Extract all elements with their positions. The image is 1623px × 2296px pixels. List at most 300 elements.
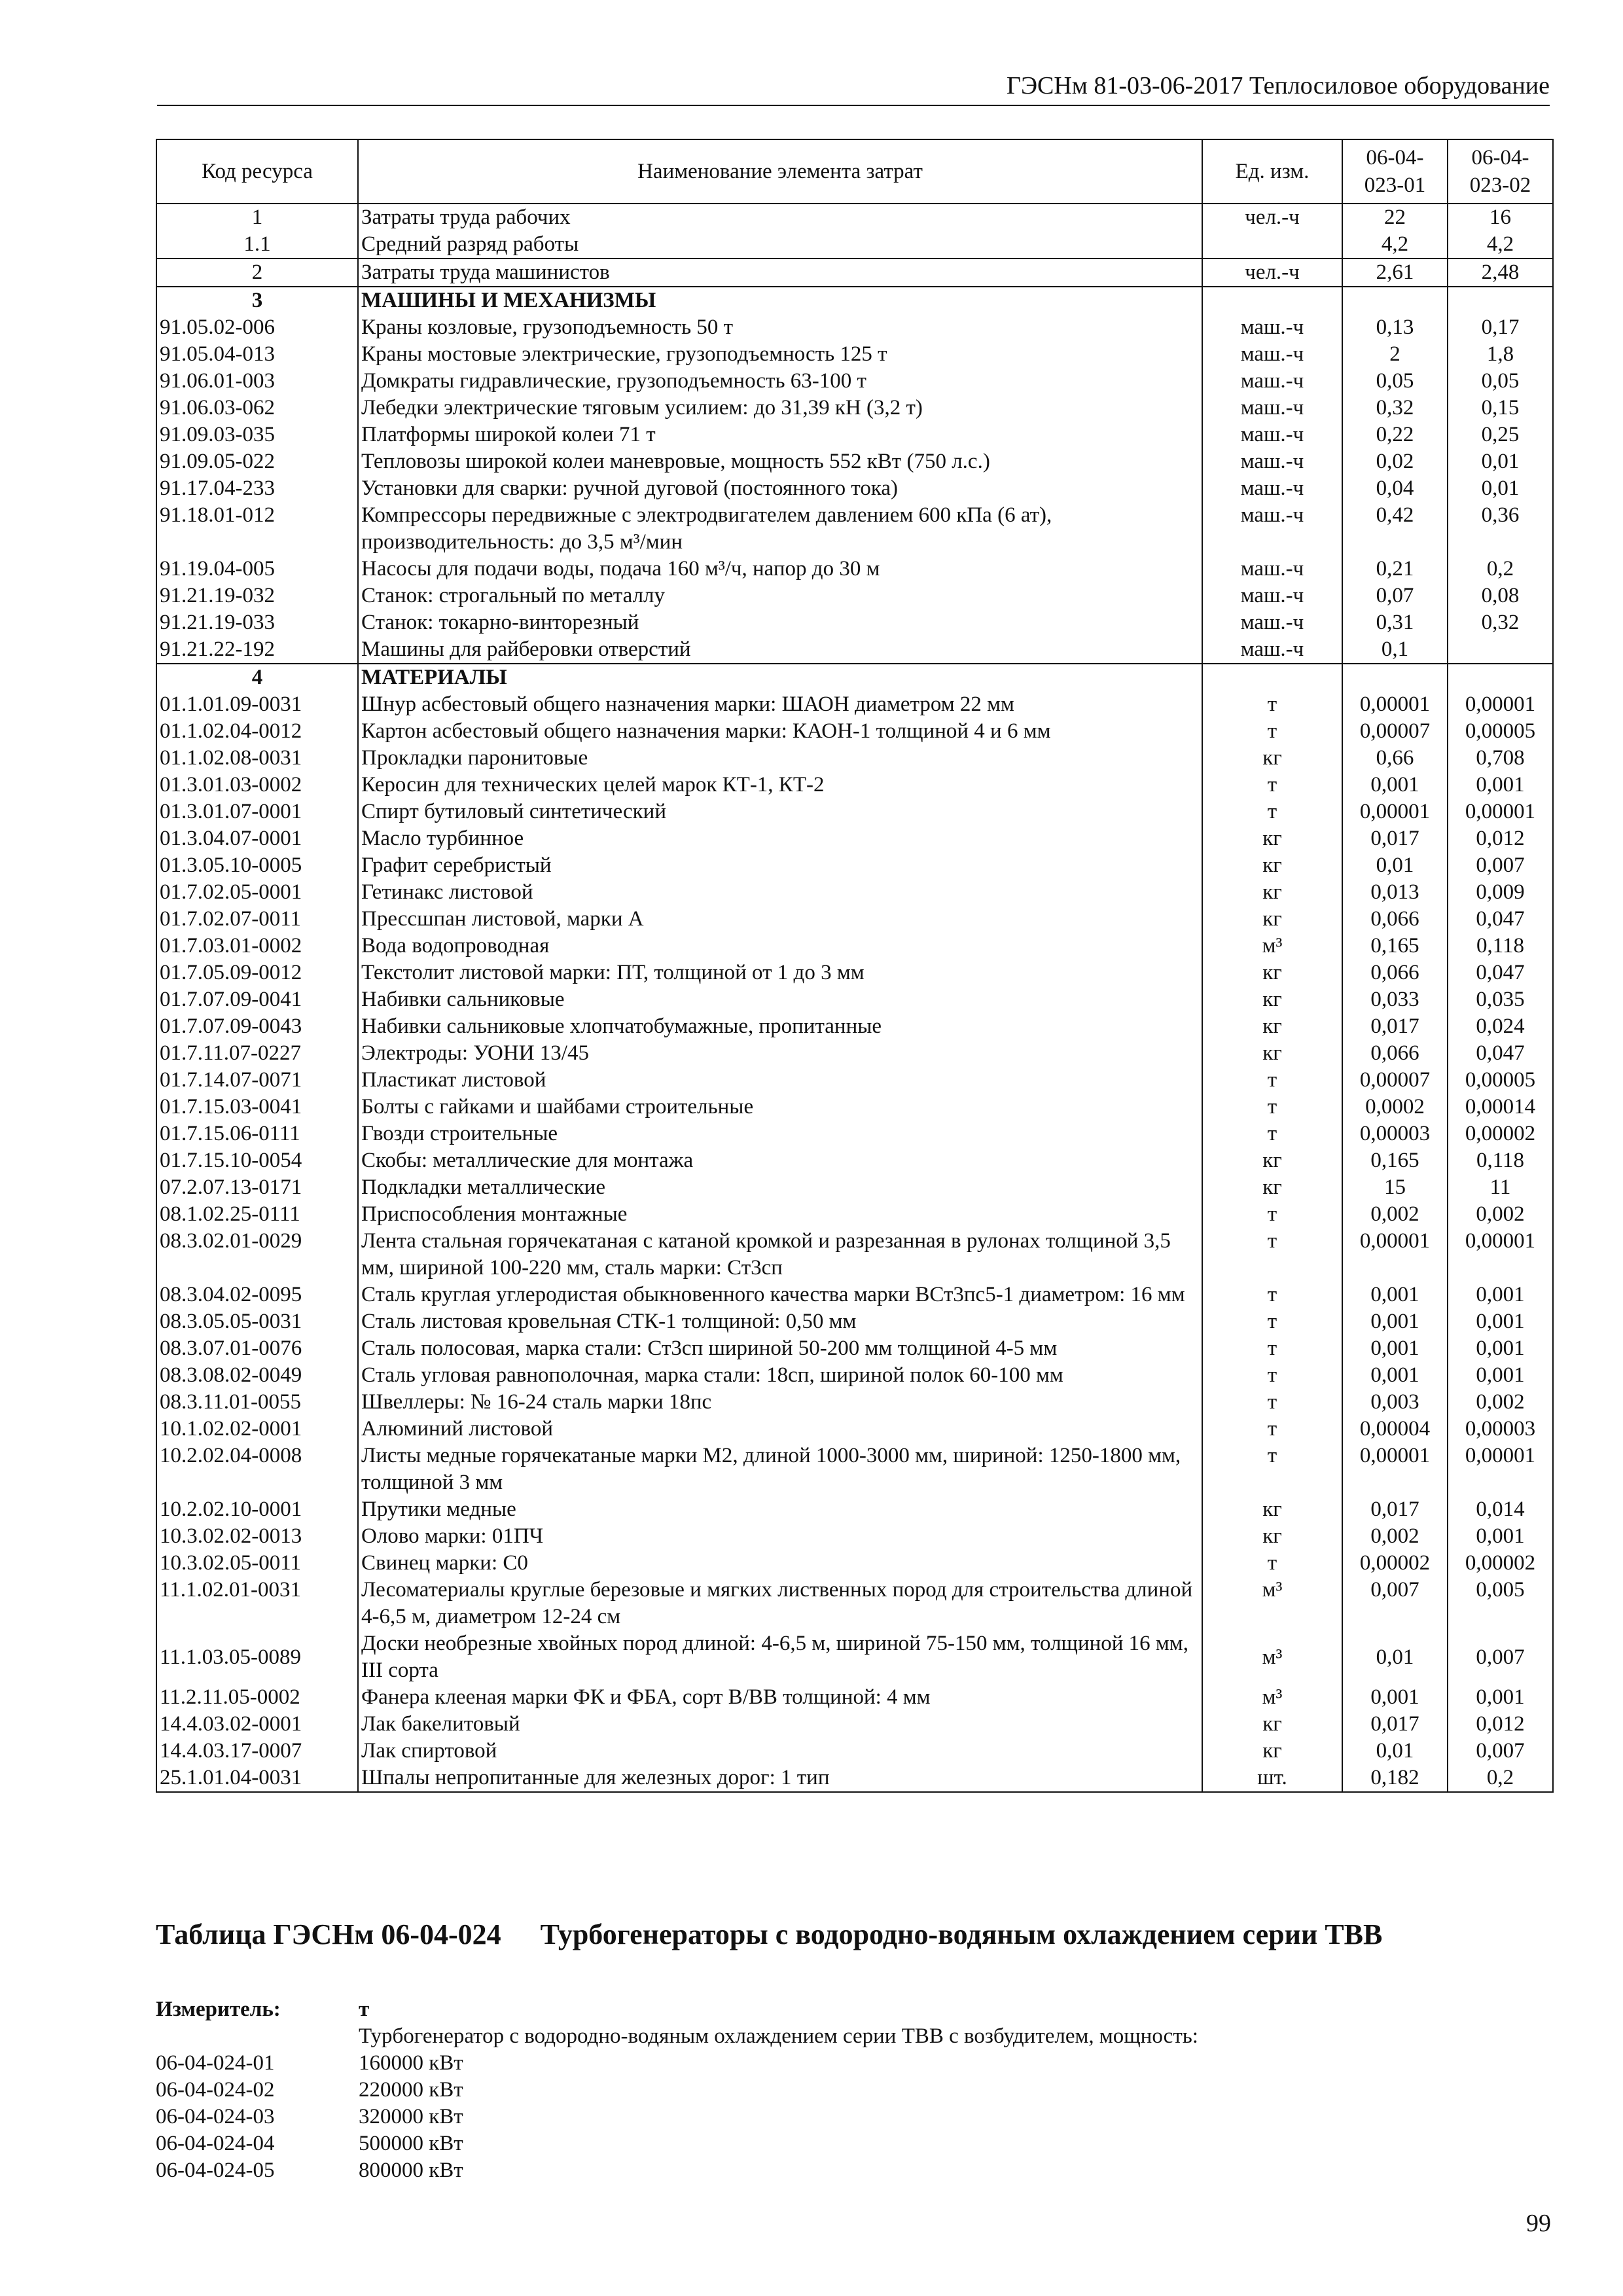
- table-row: [156, 1013, 1553, 1040]
- row-code: 07.2.07.13-0171: [156, 1174, 358, 1201]
- measure-item: [156, 2104, 1556, 2130]
- row-value-2: 0,007: [1448, 1630, 1553, 1684]
- row-value-1: 0,001: [1342, 1308, 1448, 1335]
- row-value-2: 0,001: [1448, 1308, 1553, 1335]
- row-unit: кг: [1202, 1040, 1342, 1067]
- measure-item-code: 06-04-024-01: [156, 2051, 275, 2075]
- row-code: 14.4.03.02-0001: [156, 1711, 358, 1738]
- table-row: [156, 960, 1553, 986]
- row-value-2: 0,08: [1448, 583, 1553, 609]
- row-code: 25.1.01.04-0031: [156, 1765, 358, 1792]
- row-code: 10.2.02.04-0008: [156, 1443, 358, 1496]
- row-value-2: 0,001: [1448, 1335, 1553, 1362]
- row-name: Сталь листовая кровельная СТК-1 толщиной: 0,50 мм: [358, 1308, 1202, 1335]
- row-unit: кг: [1202, 960, 1342, 986]
- row-name: Шпалы непропитанные для железных дорог: 1 тип: [358, 1765, 1202, 1792]
- row-value-2: 0,05: [1448, 368, 1553, 395]
- row-code: 01.7.15.03-0041: [156, 1094, 358, 1121]
- row-value-1: 0,01: [1342, 1738, 1448, 1765]
- row-code: 01.1.02.04-0012: [156, 718, 358, 745]
- row-name: Швеллеры: № 16-24 сталь марки 18пс: [358, 1389, 1202, 1416]
- row-code: 08.3.07.01-0076: [156, 1335, 358, 1362]
- row-unit: маш.-ч: [1202, 502, 1342, 556]
- row-unit: кг: [1202, 1523, 1342, 1550]
- row-name: Краны мостовые электрические, грузоподъемность 125 т: [358, 341, 1202, 368]
- row-value-1: 0,00001: [1342, 1443, 1448, 1496]
- row-name: Керосин для технических целей марок КТ-1, КТ-2: [358, 772, 1202, 798]
- table-row: [156, 798, 1553, 825]
- measure-item: [156, 2050, 1556, 2077]
- row-name: Картон асбестовый общего назначения марки: КАОН-1 толщиной 4 и 6 мм: [358, 718, 1202, 745]
- table-row: [156, 636, 1553, 664]
- row-unit: маш.-ч: [1202, 475, 1342, 502]
- row-value-1: 0,001: [1342, 772, 1448, 798]
- row-value-2: 11: [1448, 1174, 1553, 1201]
- table-row: [156, 718, 1553, 745]
- row-name: Алюминий листовой: [358, 1416, 1202, 1443]
- row-unit: маш.-ч: [1202, 609, 1342, 636]
- table-row: [156, 1389, 1553, 1416]
- row-unit: шт.: [1202, 1765, 1342, 1792]
- row-value-2: 4,2: [1448, 231, 1553, 259]
- row-name: МАТЕРИАЛЫ: [358, 664, 1202, 691]
- row-unit: [1202, 287, 1342, 314]
- row-value-1: 0,017: [1342, 1013, 1448, 1040]
- row-value-2: 0,25: [1448, 422, 1553, 448]
- table-row: [156, 825, 1553, 852]
- row-name: Масло турбинное: [358, 825, 1202, 852]
- next-table-title: [156, 1918, 1382, 1951]
- header-code: Код ресурса: [156, 139, 358, 204]
- row-value-2: 0,014: [1448, 1496, 1553, 1523]
- row-value-1: 0,00007: [1342, 718, 1448, 745]
- row-code: 91.19.04-005: [156, 556, 358, 583]
- row-code: 91.17.04-233: [156, 475, 358, 502]
- row-unit: чел.-ч: [1202, 204, 1342, 231]
- row-name: Набивки сальниковые хлопчатобумажные, пропитанные: [358, 1013, 1202, 1040]
- row-unit: кг: [1202, 906, 1342, 933]
- row-code: 11.2.11.05-0002: [156, 1684, 358, 1711]
- row-code: 91.21.19-032: [156, 583, 358, 609]
- row-value-2: 0,001: [1448, 1684, 1553, 1711]
- resource-table: [156, 139, 1554, 1793]
- row-name: Скобы: металлические для монтажа: [358, 1147, 1202, 1174]
- header-name: Наименование элемента затрат: [358, 139, 1202, 204]
- row-unit: т: [1202, 772, 1342, 798]
- row-code: 08.3.08.02-0049: [156, 1362, 358, 1389]
- row-value-1: 0,05: [1342, 368, 1448, 395]
- row-unit: маш.-ч: [1202, 314, 1342, 341]
- row-value-2: 0,118: [1448, 933, 1553, 960]
- row-name: Прессшпан листовой, марки А: [358, 906, 1202, 933]
- row-value-1: 0,21: [1342, 556, 1448, 583]
- table-row: [156, 1684, 1553, 1711]
- row-code: 01.7.11.07-0227: [156, 1040, 358, 1067]
- row-code: 91.05.04-013: [156, 341, 358, 368]
- row-name: Доски необрезные хвойных пород длиной: 4-6,5 м, шириной 75-150 мм, толщиной 16 мм, III сорта: [358, 1630, 1202, 1684]
- row-name: Фанера клееная марки ФК и ФБА, сорт В/ВВ толщиной: 4 мм: [358, 1684, 1202, 1711]
- row-unit: чел.-ч: [1202, 259, 1342, 287]
- row-value-2: 0,002: [1448, 1389, 1553, 1416]
- row-name: Электроды: УОНИ 13/45: [358, 1040, 1202, 1067]
- table-row: [156, 204, 1553, 231]
- measure-item-code: 06-04-024-03: [156, 2105, 275, 2128]
- row-name: Лак спиртовой: [358, 1738, 1202, 1765]
- row-code: 10.1.02.02-0001: [156, 1416, 358, 1443]
- table-row: [156, 1765, 1553, 1792]
- row-value-1: 0,00001: [1342, 691, 1448, 718]
- row-unit: м³: [1202, 1577, 1342, 1630]
- row-unit: маш.-ч: [1202, 341, 1342, 368]
- row-name: МАШИНЫ И МЕХАНИЗМЫ: [358, 287, 1202, 314]
- row-code: 01.7.14.07-0071: [156, 1067, 358, 1094]
- row-value-2: 0,708: [1448, 745, 1553, 772]
- table-row: [156, 502, 1553, 556]
- row-value-1: 0,165: [1342, 1147, 1448, 1174]
- row-value-2: 16: [1448, 204, 1553, 231]
- row-name: Гетинакс листовой: [358, 879, 1202, 906]
- row-value-2: 0,32: [1448, 609, 1553, 636]
- row-value-2: 0,118: [1448, 1147, 1553, 1174]
- row-unit: кг: [1202, 1013, 1342, 1040]
- row-unit: кг: [1202, 1174, 1342, 1201]
- table-body: [156, 204, 1553, 1792]
- row-unit: [1202, 231, 1342, 259]
- row-unit: т: [1202, 1201, 1342, 1228]
- row-value-1: 0,003: [1342, 1389, 1448, 1416]
- table-row: [156, 609, 1553, 636]
- row-code: 01.7.02.07-0011: [156, 906, 358, 933]
- row-value-2: 0,002: [1448, 1201, 1553, 1228]
- table-row: [156, 1523, 1553, 1550]
- row-code: 91.06.03-062: [156, 395, 358, 422]
- row-value-1: 0,066: [1342, 960, 1448, 986]
- row-code: 10.2.02.10-0001: [156, 1496, 358, 1523]
- table-row: [156, 583, 1553, 609]
- row-value-1: 0,017: [1342, 1496, 1448, 1523]
- row-unit: т: [1202, 1362, 1342, 1389]
- table-row: [156, 1201, 1553, 1228]
- measure-item: [156, 2077, 1556, 2104]
- row-name: Графит серебристый: [358, 852, 1202, 879]
- row-unit: маш.-ч: [1202, 556, 1342, 583]
- row-value-1: 0,182: [1342, 1765, 1448, 1792]
- row-value-2: 0,012: [1448, 825, 1553, 852]
- table-row: [156, 1362, 1553, 1389]
- measure-item-value: 160000 кВт: [359, 2051, 463, 2075]
- row-code: 01.3.01.07-0001: [156, 798, 358, 825]
- measure-item-code: 06-04-024-05: [156, 2159, 275, 2182]
- row-name: Лебедки электрические тяговым усилием: до 31,39 кН (3,2 т): [358, 395, 1202, 422]
- measure-item-value: 800000 кВт: [359, 2159, 463, 2182]
- row-value-1: 0,066: [1342, 1040, 1448, 1067]
- row-unit: т: [1202, 718, 1342, 745]
- row-value-2: 0,00002: [1448, 1121, 1553, 1147]
- row-value-1: 0,001: [1342, 1282, 1448, 1308]
- row-name: Станок: токарно-винторезный: [358, 609, 1202, 636]
- row-name: Компрессоры передвижные с электродвигателем давлением 600 кПа (6 ат), производительность: до 3,5 м³/мин: [358, 502, 1202, 556]
- row-value-1: 0,066: [1342, 906, 1448, 933]
- row-code: 08.3.04.02-0095: [156, 1282, 358, 1308]
- row-unit: кг: [1202, 852, 1342, 879]
- row-unit: т: [1202, 1067, 1342, 1094]
- measure-description: Турбогенератор с водородно-водяным охлаждением серии ТВВ с возбудителем, мощность:: [359, 2024, 1198, 2048]
- row-code: 91.21.22-192: [156, 636, 358, 664]
- row-value-1: 0,165: [1342, 933, 1448, 960]
- row-name: Набивки сальниковые: [358, 986, 1202, 1013]
- row-unit: т: [1202, 1550, 1342, 1577]
- row-unit: маш.-ч: [1202, 636, 1342, 664]
- row-value-1: 0,02: [1342, 448, 1448, 475]
- row-value-2: 0,15: [1448, 395, 1553, 422]
- row-value-2: 0,01: [1448, 448, 1553, 475]
- row-value-2: 0,007: [1448, 852, 1553, 879]
- row-code: 01.7.07.09-0041: [156, 986, 358, 1013]
- row-value-2: 0,035: [1448, 986, 1553, 1013]
- row-value-1: 0,31: [1342, 609, 1448, 636]
- row-unit: т: [1202, 1308, 1342, 1335]
- row-code: 01.3.04.07-0001: [156, 825, 358, 852]
- row-value-1: 22: [1342, 204, 1448, 231]
- row-code: 11.1.02.01-0031: [156, 1577, 358, 1630]
- row-value-1: 0,017: [1342, 1711, 1448, 1738]
- row-name: Олово марки: 01ПЧ: [358, 1523, 1202, 1550]
- table-row: [156, 1738, 1553, 1765]
- measure-item: [156, 2130, 1556, 2157]
- row-code: 91.05.02-006: [156, 314, 358, 341]
- row-code: 91.18.01-012: [156, 502, 358, 556]
- row-value-2: 0,047: [1448, 906, 1553, 933]
- row-unit: т: [1202, 1282, 1342, 1308]
- row-name: Краны козловые, грузоподъемность 50 т: [358, 314, 1202, 341]
- row-value-2: 0,2: [1448, 1765, 1553, 1792]
- row-name: Болты с гайками и шайбами строительные: [358, 1094, 1202, 1121]
- row-code: 01.7.07.09-0043: [156, 1013, 358, 1040]
- row-name: Станок: строгальный по металлу: [358, 583, 1202, 609]
- row-value-2: 0,2: [1448, 556, 1553, 583]
- table-row: [156, 745, 1553, 772]
- row-name: Сталь угловая равнополочная, марка стали: 18сп, шириной полок 60-100 мм: [358, 1362, 1202, 1389]
- row-value-2: 0,00003: [1448, 1416, 1553, 1443]
- row-name: Прокладки паронитовые: [358, 745, 1202, 772]
- row-value-1: 4,2: [1342, 231, 1448, 259]
- row-unit: м³: [1202, 1684, 1342, 1711]
- row-name: Средний разряд работы: [358, 231, 1202, 259]
- row-code: 3: [156, 287, 358, 314]
- table-row: [156, 1308, 1553, 1335]
- row-value-1: 0,22: [1342, 422, 1448, 448]
- row-value-2: 0,00005: [1448, 718, 1553, 745]
- row-code: 14.4.03.17-0007: [156, 1738, 358, 1765]
- row-unit: м³: [1202, 1630, 1342, 1684]
- row-value-2: 0,00001: [1448, 691, 1553, 718]
- row-unit: т: [1202, 1416, 1342, 1443]
- row-value-2: 0,047: [1448, 960, 1553, 986]
- document-title: ГЭСНм 81-03-06-2017 Теплосиловое оборудование: [1006, 72, 1550, 99]
- table-row: [156, 1496, 1553, 1523]
- table-row: [156, 231, 1553, 259]
- row-value-1: 0,01: [1342, 1630, 1448, 1684]
- table-row: [156, 1094, 1553, 1121]
- row-code: 01.1.01.09-0031: [156, 691, 358, 718]
- row-value-2: 0,001: [1448, 772, 1553, 798]
- row-value-2: [1448, 287, 1553, 314]
- row-value-1: 0,001: [1342, 1335, 1448, 1362]
- row-value-2: [1448, 636, 1553, 664]
- table-row: [156, 879, 1553, 906]
- table-row: [156, 1711, 1553, 1738]
- row-code: 08.3.02.01-0029: [156, 1228, 358, 1282]
- row-code: 10.3.02.05-0011: [156, 1550, 358, 1577]
- table-row: [156, 986, 1553, 1013]
- row-name: Пластикат листовой: [358, 1067, 1202, 1094]
- row-code: 91.06.01-003: [156, 368, 358, 395]
- header-unit: Ед. изм.: [1202, 139, 1342, 204]
- row-name: Лак бакелитовый: [358, 1711, 1202, 1738]
- row-unit: маш.-ч: [1202, 448, 1342, 475]
- table-row: [156, 1067, 1553, 1094]
- row-value-2: 0,00014: [1448, 1094, 1553, 1121]
- row-name: Свинец марки: С0: [358, 1550, 1202, 1577]
- row-unit: кг: [1202, 879, 1342, 906]
- measure-item-value: 220000 кВт: [359, 2078, 463, 2102]
- row-value-2: 0,00001: [1448, 1228, 1553, 1282]
- table-row: [156, 341, 1553, 368]
- row-name: Спирт бутиловый синтетический: [358, 798, 1202, 825]
- table-row: [156, 852, 1553, 879]
- row-value-1: 0,001: [1342, 1684, 1448, 1711]
- row-code: 11.1.03.05-0089: [156, 1630, 358, 1684]
- row-value-1: 0,66: [1342, 745, 1448, 772]
- table-row: [156, 691, 1553, 718]
- row-value-1: [1342, 664, 1448, 691]
- row-name: Насосы для подачи воды, подача 160 м³/ч, напор до 30 м: [358, 556, 1202, 583]
- row-value-1: 0,017: [1342, 825, 1448, 852]
- row-value-1: [1342, 287, 1448, 314]
- page-number: 99: [1526, 2210, 1551, 2237]
- measure-item-value: 500000 кВт: [359, 2132, 463, 2155]
- row-value-2: 0,024: [1448, 1013, 1553, 1040]
- row-value-2: [1448, 664, 1553, 691]
- table-row: [156, 664, 1553, 691]
- row-unit: т: [1202, 1389, 1342, 1416]
- row-code: 91.21.19-033: [156, 609, 358, 636]
- table-row: [156, 1550, 1553, 1577]
- row-value-2: 0,001: [1448, 1362, 1553, 1389]
- row-value-2: 0,007: [1448, 1738, 1553, 1765]
- row-code: 10.3.02.02-0013: [156, 1523, 358, 1550]
- row-name: Сталь полосовая, марка стали: Ст3сп шириной 50-200 мм толщиной 4-5 мм: [358, 1335, 1202, 1362]
- table-row: [156, 1416, 1553, 1443]
- table-row: [156, 1630, 1553, 1684]
- row-value-1: 2: [1342, 341, 1448, 368]
- measure-item: [156, 2157, 1556, 2184]
- table-row: [156, 1121, 1553, 1147]
- row-name: Тепловозы широкой колеи маневровые, мощность 552 кВт (750 л.с.): [358, 448, 1202, 475]
- row-value-2: 1,8: [1448, 341, 1553, 368]
- row-value-1: 0,00001: [1342, 798, 1448, 825]
- table-row: [156, 1147, 1553, 1174]
- next-table-label: Таблица ГЭСНм 06-04-024: [156, 1918, 501, 1950]
- row-name: Прутики медные: [358, 1496, 1202, 1523]
- measure-block: [156, 1996, 1556, 2184]
- row-unit: маш.-ч: [1202, 368, 1342, 395]
- row-value-1: 0,13: [1342, 314, 1448, 341]
- row-code: 91.09.05-022: [156, 448, 358, 475]
- row-unit: т: [1202, 798, 1342, 825]
- row-name: Листы медные горячекатаные марки М2, длиной 1000-3000 мм, шириной: 1250-1800 мм, толщиной 3 мм: [358, 1443, 1202, 1496]
- row-name: Вода водопроводная: [358, 933, 1202, 960]
- row-name: Установки для сварки: ручной дуговой (постоянного тока): [358, 475, 1202, 502]
- header-col-1: 06-04- 023-01: [1342, 139, 1448, 204]
- table-row: [156, 1443, 1553, 1496]
- row-unit: маш.-ч: [1202, 583, 1342, 609]
- row-value-1: 0,00001: [1342, 1228, 1448, 1282]
- row-value-1: 0,00004: [1342, 1416, 1448, 1443]
- header-col-2: 06-04- 023-02: [1448, 139, 1553, 204]
- row-name: Текстолит листовой марки: ПТ, толщиной от 1 до 3 мм: [358, 960, 1202, 986]
- row-name: Лента стальная горячекатаная с катаной кромкой и разрезанная в рулонах толщиной 3,5 мм, шириной 100-220 мм, сталь марки: Ст3сп: [358, 1228, 1202, 1282]
- row-value-2: 0,001: [1448, 1282, 1553, 1308]
- row-unit: т: [1202, 1094, 1342, 1121]
- row-value-2: 0,01: [1448, 475, 1553, 502]
- table-row: [156, 1335, 1553, 1362]
- measure-label: Измеритель:: [156, 1998, 281, 2021]
- row-unit: т: [1202, 1228, 1342, 1282]
- row-name: Подкладки металлические: [358, 1174, 1202, 1201]
- row-value-1: 0,00002: [1342, 1550, 1448, 1577]
- row-code: 91.09.03-035: [156, 422, 358, 448]
- row-unit: маш.-ч: [1202, 422, 1342, 448]
- row-value-2: 0,012: [1448, 1711, 1553, 1738]
- table-row: [156, 1282, 1553, 1308]
- row-value-1: 0,002: [1342, 1523, 1448, 1550]
- measure-item-value: 320000 кВт: [359, 2105, 463, 2128]
- row-value-2: 0,00001: [1448, 1443, 1553, 1496]
- table-row: [156, 772, 1553, 798]
- row-value-2: 0,047: [1448, 1040, 1553, 1067]
- next-table-name: Турбогенераторы с водородно-водяным охлаждением серии ТВВ: [540, 1918, 1383, 1950]
- row-unit: т: [1202, 691, 1342, 718]
- row-value-1: 0,1: [1342, 636, 1448, 664]
- table-row: [156, 1040, 1553, 1067]
- row-value-1: 15: [1342, 1174, 1448, 1201]
- row-value-1: 0,04: [1342, 475, 1448, 502]
- row-code: 01.7.03.01-0002: [156, 933, 358, 960]
- table-row: [156, 422, 1553, 448]
- row-unit: т: [1202, 1443, 1342, 1496]
- row-unit: маш.-ч: [1202, 395, 1342, 422]
- row-name: Лесоматериалы круглые березовые и мягких лиственных пород для строительства длиной 4-6,5 м, диаметром 12-24 см: [358, 1577, 1202, 1630]
- table-row: [156, 448, 1553, 475]
- table-row: [156, 556, 1553, 583]
- row-value-2: 0,00002: [1448, 1550, 1553, 1577]
- row-unit: кг: [1202, 1711, 1342, 1738]
- row-value-2: 2,48: [1448, 259, 1553, 287]
- row-code: 01.3.01.03-0002: [156, 772, 358, 798]
- row-unit: кг: [1202, 1738, 1342, 1765]
- row-value-1: 0,00003: [1342, 1121, 1448, 1147]
- row-unit: кг: [1202, 825, 1342, 852]
- table-header-row: [156, 139, 1553, 204]
- row-name: Платформы широкой колеи 71 т: [358, 422, 1202, 448]
- measure-item-code: 06-04-024-04: [156, 2132, 275, 2155]
- row-value-2: 0,17: [1448, 314, 1553, 341]
- table-row: [156, 395, 1553, 422]
- measure-items: [156, 2050, 1556, 2184]
- row-code: 1.1: [156, 231, 358, 259]
- page-header: [157, 71, 1550, 106]
